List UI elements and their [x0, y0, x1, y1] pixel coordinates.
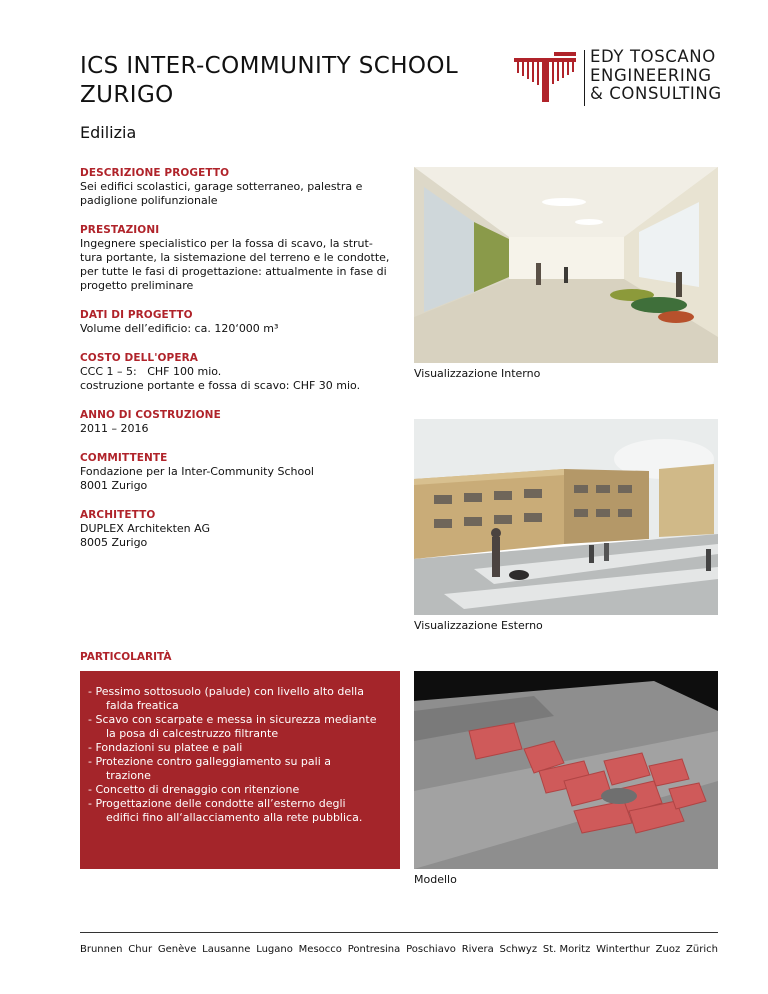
section-committente: [80, 451, 400, 493]
exterior-render-image: [414, 419, 718, 615]
footer-city: Brunnen: [80, 944, 123, 955]
footer-city: Mesocco: [298, 944, 342, 955]
model-photo-image: [414, 671, 718, 869]
list-item: [88, 783, 392, 797]
particolarita-list: [88, 685, 392, 825]
page-title: [80, 52, 458, 110]
section-anno: [80, 408, 400, 436]
list-item: [88, 755, 392, 783]
footer-city: Lugano: [256, 944, 293, 955]
list-item-line: - Progettazione delle condotte all’esterno degli: [88, 797, 346, 810]
body-line: Sei edifici scolastici, garage sotterraneo, palestra e: [80, 180, 363, 193]
logo-mark-icon: [514, 52, 576, 104]
section-prestazioni: [80, 223, 400, 293]
footer-city: Poschiavo: [406, 944, 456, 955]
list-item: [88, 741, 392, 755]
footer-city: Genève: [157, 944, 197, 955]
figure-interno: [414, 167, 718, 380]
logo-line-1: EDY TOSCANO: [590, 47, 716, 66]
body-line: 8001 Zurigo: [80, 479, 148, 492]
section-heading: PRESTAZIONI: [80, 224, 160, 236]
title-line-1: ICS INTER-COMMUNITY SCHOOL: [80, 53, 459, 79]
footer-city: Pontresina: [347, 944, 401, 955]
particolarita-heading: PARTICOLARITÀ: [80, 651, 172, 663]
list-item-line: - Pessimo sottosuolo (palude) con livello alto della: [88, 685, 364, 698]
footer-city: Zuoz: [655, 944, 681, 955]
footer-city: Rivera: [461, 944, 494, 955]
logo-line-2: ENGINEERING: [590, 65, 712, 85]
list-item: [88, 713, 392, 741]
figure-modello: [414, 671, 718, 886]
footer-locations: [80, 944, 718, 955]
figure-caption: Visualizzazione Esterno: [414, 619, 543, 632]
body-line: tura portante, la sistemazione del terreno e le condotte,: [80, 251, 390, 264]
list-item-line: - Fondazioni su platee e pali: [88, 741, 243, 754]
section-heading: COSTO DELL'OPERA: [80, 352, 199, 364]
section-architetto: [80, 508, 400, 550]
section-dati: [80, 308, 400, 336]
figure-caption: Modello: [414, 873, 457, 886]
body-line: 2011 – 2016: [80, 422, 149, 435]
list-item-line: - Protezione contro galleggiamento su pali a: [88, 755, 331, 768]
footer-city: Winterthur: [596, 944, 650, 955]
section-body: [80, 465, 400, 493]
list-item-line: edifici fino all‘allacciamento alla rete pubblica.: [99, 811, 363, 824]
body-line: CCC 1 – 5: CHF 100 mio.: [80, 365, 222, 378]
section-body: [80, 365, 400, 393]
body-line: costruzione portante e fossa di scavo: CHF 30 mio.: [80, 379, 361, 392]
company-logo: [514, 47, 724, 108]
footer-city: Zürich: [686, 944, 718, 955]
list-item: [88, 797, 392, 825]
body-line: 8005 Zurigo: [80, 536, 148, 549]
page-subtitle: Edilizia: [80, 123, 137, 142]
section-body: [80, 522, 400, 550]
section-body: [80, 180, 400, 208]
footer-city: Lausanne: [202, 944, 251, 955]
figure-esterno: [414, 419, 718, 632]
section-heading: ARCHITETTO: [80, 509, 156, 521]
section-heading: ANNO DI COSTRUZIONE: [80, 409, 221, 421]
section-body: [80, 422, 400, 436]
section-heading: DATI DI PROGETTO: [80, 309, 193, 321]
logo-separator: [584, 50, 585, 106]
logo-line-3: & CONSULTING: [590, 84, 722, 103]
section-costo: [80, 351, 400, 393]
section-heading: COMMITTENTE: [80, 452, 168, 464]
list-item-line: - Scavo con scarpate e messa in sicurezza mediante: [88, 713, 377, 726]
figure-caption: Visualizzazione Interno: [414, 367, 541, 380]
list-item: [88, 685, 392, 713]
section-heading: DESCRIZIONE PROGETTO: [80, 167, 230, 179]
footer-divider: [80, 932, 718, 933]
body-line: Fondazione per la Inter-Community School: [80, 465, 314, 478]
body-line: Volume dell’edificio: ca. 120‘000 m³: [80, 322, 279, 335]
list-item-line: - Concetto di drenaggio con ritenzione: [88, 783, 300, 796]
list-item-line: la posa di calcestruzzo filtrante: [99, 727, 279, 740]
body-line: DUPLEX Architekten AG: [80, 522, 211, 535]
title-line-2: ZURIGO: [80, 82, 174, 108]
body-line: Ingegnere specialistico per la fossa di scavo, la strut-: [80, 237, 373, 250]
footer-city: St. Moritz: [542, 944, 591, 955]
project-details: [80, 166, 400, 565]
footer-city: Chur: [128, 944, 153, 955]
body-line: padiglione polifunzionale: [80, 194, 218, 207]
list-item-line: falda freatica: [99, 699, 179, 712]
section-body: [80, 322, 400, 336]
list-item-line: trazione: [99, 769, 151, 782]
body-line: progetto preliminare: [80, 279, 194, 292]
logo-wordmark: [590, 48, 722, 104]
footer-city: Schwyz: [499, 944, 538, 955]
section-body: [80, 237, 400, 293]
body-line: per tutte le fasi di progettazione: attualmente in fase di: [80, 265, 387, 278]
interior-render-image: [414, 167, 718, 363]
particolarita-box: [80, 671, 400, 869]
section-descrizione: [80, 166, 400, 208]
